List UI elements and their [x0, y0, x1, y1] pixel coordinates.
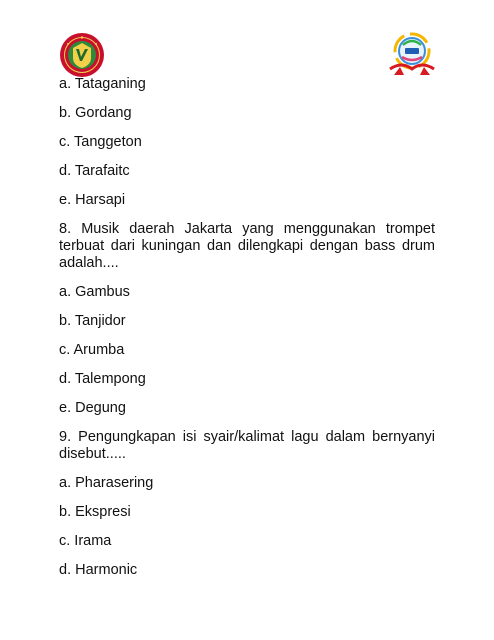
question-content [59, 76, 435, 591]
option-c: c. Irama [59, 533, 112, 549]
question-8-text: 8. Musik daerah Jakarta yang menggunakan trompet terbuat dari kuningan dan dilengkapi dengan bass drum adalah.... [59, 221, 435, 271]
option-b: b. Gordang [59, 105, 132, 121]
option-b: b. Tanjidor [59, 313, 126, 329]
option-d: d. Talempong [59, 371, 146, 387]
option-a: a. Tataganing [59, 76, 146, 92]
school-emblem-icon [59, 32, 105, 78]
question-9-text: 9. Pengungkapan isi syair/kalimat lagu dalam bernyanyi disebut..... [59, 429, 435, 462]
q8-options [59, 284, 435, 417]
option-c: c. Arumba [59, 342, 125, 358]
option-b: b. Ekspresi [59, 504, 131, 520]
q7-options [59, 76, 435, 209]
option-c: c. Tanggeton [59, 134, 142, 150]
option-e: e. Harsapi [59, 192, 126, 208]
option-a: a. Pharasering [59, 475, 154, 491]
option-d: d. Tarafaitc [59, 163, 130, 179]
option-d: d. Harmonic [59, 562, 138, 578]
option-a: a. Gambus [59, 284, 130, 300]
option-e: e. Degung [59, 400, 126, 416]
madrasah-logo-icon [384, 31, 440, 79]
q9-options [59, 475, 435, 579]
